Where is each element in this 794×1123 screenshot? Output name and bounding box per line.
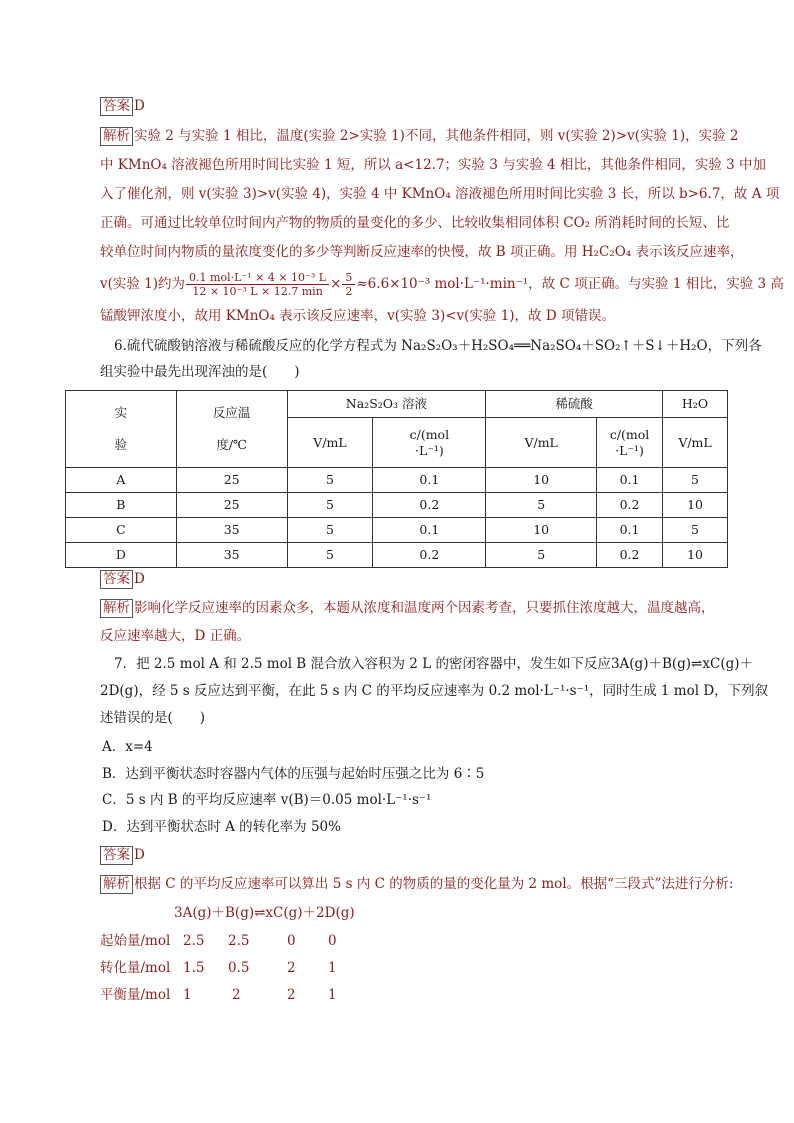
value-b: 0.5: [228, 960, 250, 976]
value-c: 2: [287, 987, 296, 1003]
option-c: C．5 s 内 B 的平均反应速率 v(B)＝0.05 mol·L⁻¹·s⁻¹: [102, 792, 432, 808]
analysis-1-line-4: 正确。可通过比较单位时间内产物的物质的量变化的多少、比较收集相同体积 CO₂ 所消耗时间的长短、比: [100, 215, 730, 231]
analysis-1-line-5: 较单位时间内物质的量浓度变化的多少等判断反应速率的快慢，故 B 项正确。用 H₂C₂O₄ 表示该反应速率，: [100, 244, 744, 260]
analysis-2-line-1: [100, 598, 715, 618]
ratio-fraction: [342, 271, 355, 298]
value-a: 1: [183, 987, 192, 1003]
rate-prefix: v(实验 1)约为: [100, 276, 186, 292]
option-b: B．达到平衡状态时容器内气体的压强与起始时压强之比为 6∶5: [102, 766, 485, 782]
analysis-1-line-7: 锰酸钾浓度小，故用 KMnO₄ 表示该反应速率，v(实验 3)<v(实验 1)，故 D 项错误。: [100, 308, 615, 324]
value-a: 2.5: [183, 933, 205, 949]
question-7-line-2: 2D(g)，经 5 s 反应达到平衡，在此 5 s 内 C 的平均反应速率为 0.2 mol·L⁻¹·s⁻¹，同时生成 1 mol D，下列叙: [100, 683, 769, 699]
fraction-numerator: 0.1 mol·L⁻¹ × 4 × 10⁻³ L: [186, 271, 329, 285]
rate-fraction: [186, 271, 329, 298]
calc-row-change: [100, 958, 170, 978]
question-7-line-1: 7．把 2.5 mol A 和 2.5 mol B 混合放入容积为 2 L 的密闭容器中，发生如下反应3A(g)＋B(g)⇌xC(g)＋: [114, 656, 753, 672]
row-label: 转化量/mol: [100, 960, 171, 976]
table-row: C 35 5 0.1 10 0.1 5: [66, 518, 728, 543]
header-temperature: 反应温 度/℃: [176, 391, 287, 468]
header-volume: V/mL: [287, 418, 373, 468]
header-volume: V/mL: [663, 418, 728, 468]
calc-row-equilibrium: [100, 985, 170, 1005]
question-7-line-3: 述错误的是( ): [100, 710, 206, 726]
analysis-text: 影响化学反应速率的因素众多，本题从浓度和温度两个因素考查，只要抓住浓度越大，温度越高，: [134, 600, 715, 616]
analysis-2-line-2: 反应速率越大，D 正确。: [100, 628, 251, 644]
analysis-text: 根据 C 的平均反应速率可以算出 5 s 内 C 的物质的量的变化量为 2 mol。根据“三段式”法进行分析:: [134, 876, 734, 892]
option-d: D．达到平衡状态时 A 的转化率为 50%: [102, 819, 341, 835]
header-concentration: c/(mol ·L⁻¹): [373, 418, 486, 468]
analysis-1-line-6: [100, 267, 784, 301]
header-concentration: c/(mol ·L⁻¹): [597, 418, 663, 468]
table-row: B 25 5 0.2 5 0.2 10: [66, 493, 728, 518]
analysis-1-line-3: 入了催化剂，则 v(实验 3)>v(实验 4)，实验 4 中 KMnO₄ 溶液褪色所用时间比实验 3 长，所以 b>6.7，故 A 项: [100, 186, 780, 202]
answer-2: [100, 569, 145, 589]
value-b: 2: [232, 987, 241, 1003]
row-label: 平衡量/mol: [100, 987, 171, 1003]
analysis-3-line-1: [100, 874, 733, 894]
analysis-text: 实验 2 与实验 1 相比，温度(实验 2>实验 1)不同，其他条件相同，则 v(实验 2)>v(实验 1)，实验 2: [134, 128, 739, 144]
question-6-line-2: 组实验中最先出现浑浊的是( ): [100, 364, 300, 380]
header-water: H₂O: [663, 391, 728, 418]
analysis-tag: 解析: [100, 127, 133, 146]
value-d: 0: [328, 933, 337, 949]
table-row: D 35 5 0.2 5 0.2 10: [66, 543, 728, 568]
answer-value: D: [134, 98, 145, 114]
option-a: A．x=4: [102, 739, 153, 755]
value-b: 2.5: [228, 933, 250, 949]
value-c: 0: [287, 933, 296, 949]
value-a: 1.5: [183, 960, 205, 976]
answer-value: D: [134, 847, 145, 863]
analysis-1-line-2: 中 KMnO₄ 溶液褪色所用时间比实验 1 短，所以 a<12.7；实验 3 与实验 4 相比，其他条件相同，实验 3 中加: [100, 157, 767, 173]
header-sulfuric-acid: 稀硫酸: [486, 391, 663, 418]
analysis-1-line-1: [100, 126, 739, 146]
table-row: A 25 5 0.1 10 0.1 5: [66, 468, 728, 493]
header-na2s2o3: Na₂S₂O₃ 溶液: [287, 391, 486, 418]
analysis-tag: 解析: [100, 875, 133, 894]
header-volume: V/mL: [486, 418, 597, 468]
experiment-table: [65, 390, 728, 568]
answer-tag: 答案: [100, 846, 133, 865]
answer-value: D: [134, 571, 145, 587]
answer-tag: 答案: [100, 570, 133, 589]
reaction-equation: 3A(g)＋B(g)⇌xC(g)＋2D(g): [174, 905, 355, 921]
rate-result: ≈6.6×10⁻³ mol·L⁻¹·min⁻¹，故 C 项正确。与实验 1 相比，实验 3 高: [356, 276, 784, 292]
header-experiment: 实 验: [66, 391, 177, 468]
times-sign: ×: [330, 276, 342, 292]
answer-3: [100, 845, 145, 865]
question-6-line-1: 6.硫代硫酸钠溶液与稀硫酸反应的化学方程式为 Na₂S₂O₃＋H₂SO₄══Na₂SO₄＋SO₂↑＋S↓＋H₂O，下列各: [114, 338, 762, 354]
value-d: 1: [328, 987, 337, 1003]
value-c: 2: [287, 960, 296, 976]
calc-row-initial: [100, 931, 170, 951]
value-d: 1: [328, 960, 337, 976]
row-label: 起始量/mol: [100, 933, 171, 949]
analysis-tag: 解析: [100, 599, 133, 618]
fraction-denominator: 12 × 10⁻³ L × 12.7 min: [192, 285, 323, 298]
ratio-denominator: 2: [345, 285, 353, 298]
answer-1: [100, 96, 145, 116]
ratio-numerator: 5: [342, 271, 355, 285]
answer-tag: 答案: [100, 97, 133, 116]
